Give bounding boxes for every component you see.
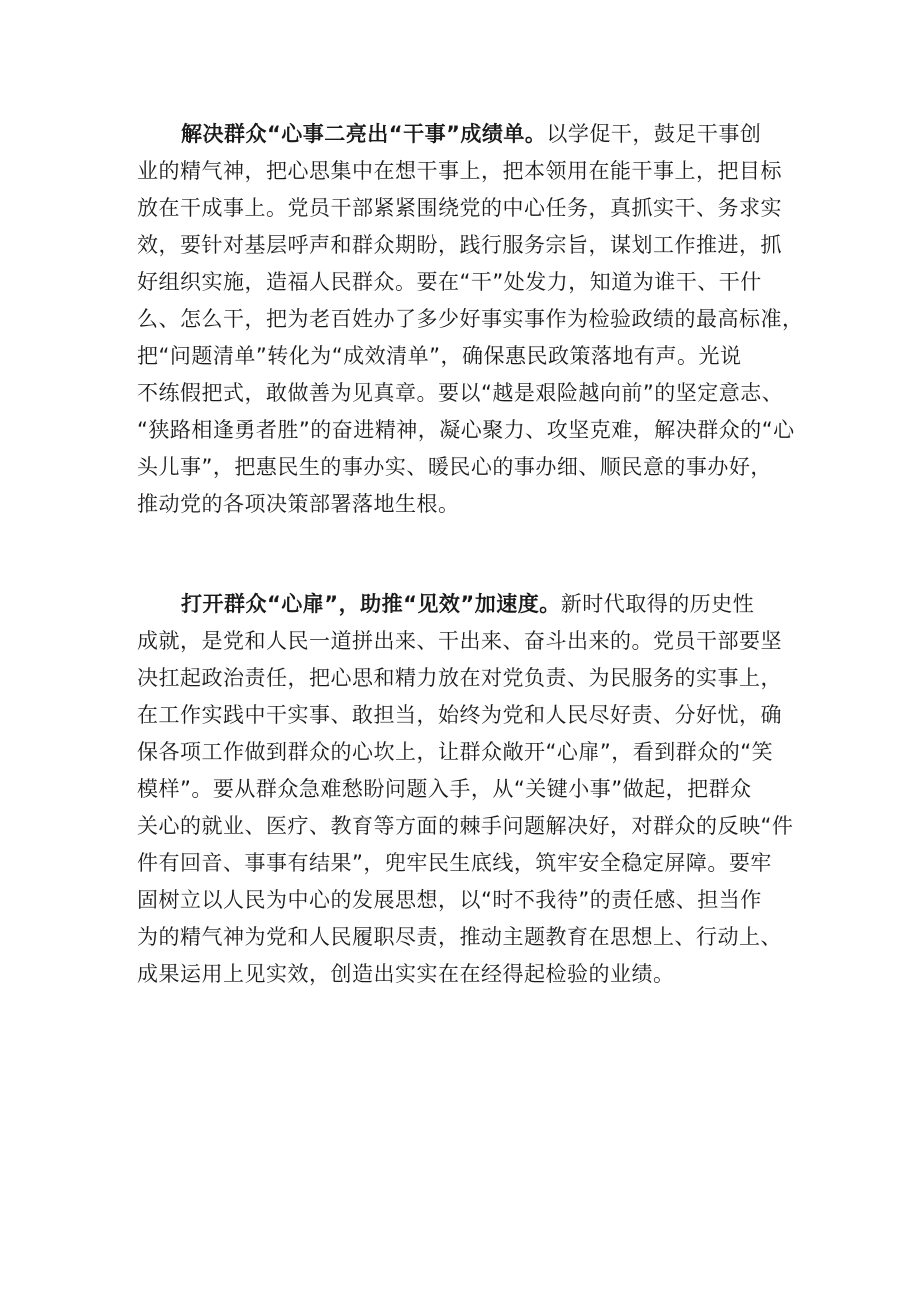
paragraph-line xyxy=(137,586,797,623)
paragraph-line: 为的精气神为党和人民履职尽责，推动主题教育在思想上、行动上、 xyxy=(137,925,782,949)
paragraph-2 xyxy=(137,586,797,993)
paragraph-line: 头儿事”，把惠民生的事办实、暖民心的事办细、顺民意的事办好， xyxy=(137,455,772,479)
paragraph-line: 不练假把式，敢做善为见真章。要以“越是艰险越向前”的坚定意志、 xyxy=(137,381,784,405)
paragraph-line: 么、怎么干，把为老百姓办了多少好事实事作为检验政绩的最高标准， xyxy=(137,307,804,331)
paragraph-line: 业的精气神，把心思集中在想干事上，把本领用在能干事上，把目标 xyxy=(137,159,782,183)
paragraph-heading: 打开群众“心扉”，助推“见效”加速度。 xyxy=(181,592,561,616)
paragraph-line: 推动党的各项决策部署落地生根。 xyxy=(137,492,460,516)
paragraph-line: “狭路相逢勇者胜”的奋进精神，凝心聚力、攻坚克难，解决群众的“心 xyxy=(137,418,795,442)
paragraph-line: 效，要针对基层呼声和群众期盼，践行服务宗旨，谋划工作推进，抓 xyxy=(137,233,782,257)
paragraph-line: 在工作实践中干实事、敢担当，始终为党和人民尽好责、分好忧，确 xyxy=(137,703,782,727)
paragraph-line: 放在干成事上。党员干部紧紧围绕党的中心任务，真抓实干、务求实 xyxy=(137,196,782,220)
paragraph-line: 固树立以人民为中心的发展思想，以“时不我待”的责任感、担当作 xyxy=(137,888,762,912)
paragraph-line: 成就，是党和人民一道拼出来、干出来、奋斗出来的。党员干部要坚 xyxy=(137,629,782,653)
paragraph-text: 新时代取得的历史性 xyxy=(560,592,755,616)
paragraph-line: 保各项工作做到群众的心坎上，让群众敞开“心扉”，看到群众的“笑 xyxy=(137,740,774,764)
paragraph-heading: 解决群众“心事二亮出“干事”成绩单。 xyxy=(181,122,547,146)
paragraph-line xyxy=(137,116,797,153)
paragraph-line: 把“问题清单”转化为“成效清单”，确保惠民政策落地有声。光说 xyxy=(137,344,742,368)
paragraph-line: 成果运用上见实效，创造出实实在在经得起检验的业绩。 xyxy=(137,962,675,986)
paragraph-line: 模样”。要从群众急难愁盼问题入手，从“关键小事”做起，把群众 xyxy=(137,777,752,801)
paragraph-1 xyxy=(137,116,804,523)
paragraph-text: 以学促干，鼓足干事创 xyxy=(546,122,762,146)
paragraph-line: 件有回音、事事有结果”，兜牢民生底线，筑牢安全稳定屏障。要牢 xyxy=(137,851,772,875)
paragraph-line: 决扛起政治责任，把心思和精力放在对党负责、为民服务的实事上， xyxy=(137,666,782,690)
paragraph-line: 关心的就业、医疗、教育等方面的棘手问题解决好，对群众的反映“件 xyxy=(137,814,794,838)
paragraph-line: 好组织实施，造福人民群众。要在“干”处发力，知道为谁干、干什 xyxy=(137,270,762,294)
